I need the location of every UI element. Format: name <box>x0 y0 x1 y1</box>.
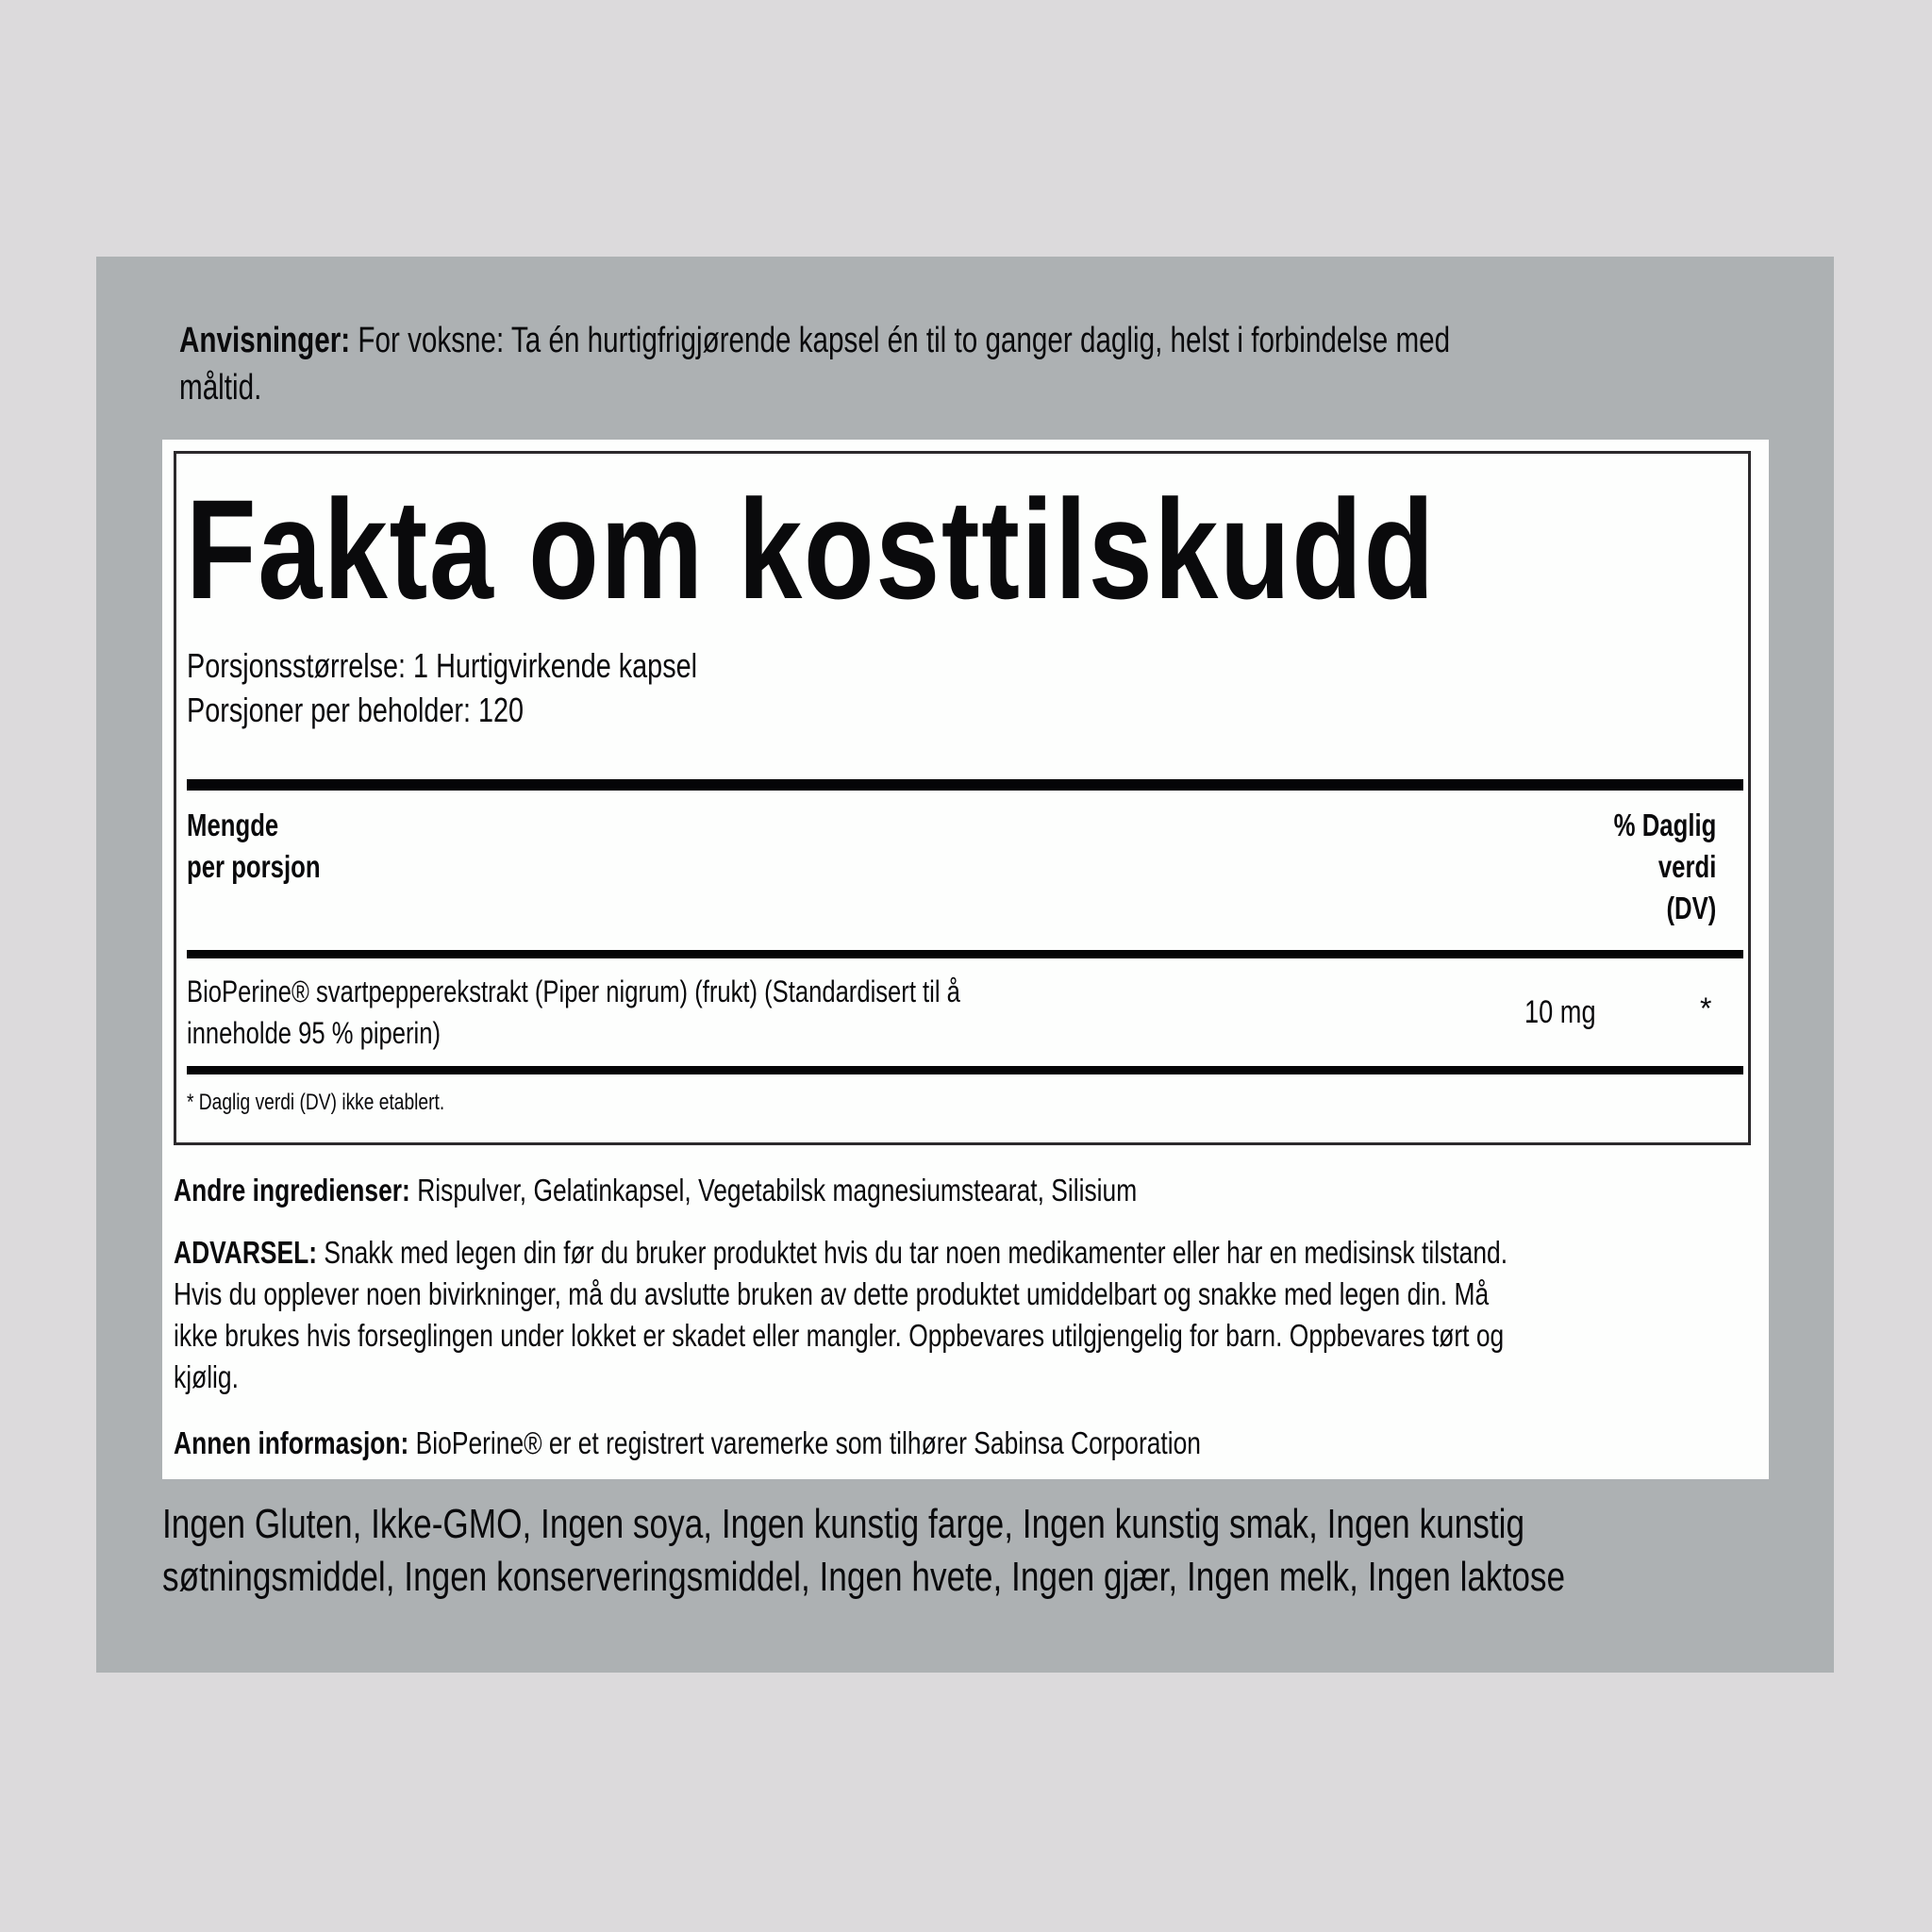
ingredient-amount: 10 mg <box>1524 994 1596 1030</box>
ingredient-divider <box>187 1066 1743 1074</box>
directions-section <box>179 317 1808 411</box>
supplement-info-panel <box>162 440 1769 1479</box>
header-right-line-2: verdi <box>1657 849 1716 884</box>
other-info-label: Annen informasjon: <box>174 1425 409 1460</box>
ingredient-name-line-1: BioPerine® svartpepperekstrakt (Piper nigrum) (frukt) (Standardisert til å <box>187 974 960 1008</box>
warning-line-4: kjølig. <box>174 1359 239 1394</box>
other-info-text: BioPerine® er et registrert varemerke som tilhører Sabinsa Corporation <box>415 1425 1201 1460</box>
header-right-line-1: % Daglig <box>1613 808 1716 842</box>
claims-line-2: søtningsmiddel, Ingen konserveringsmiddel, Ingen hvete, Ingen gjær, Ingen melk, Ingen laktose <box>162 1554 1566 1600</box>
directions-line-1 <box>179 317 1450 364</box>
free-from-claims <box>162 1498 1916 1604</box>
ingredient-name-line-2: inneholde 95 % piperin) <box>187 1016 441 1050</box>
serving-size: Porsjonsstørrelse: 1 Hurtigvirkende kapsel <box>187 646 698 685</box>
directions-text: For voksne: Ta én hurtigfrigjørende kapsel én til to ganger daglig, helst i forbindelse med <box>358 321 1451 360</box>
other-ingredients-text: Rispulver, Gelatinkapsel, Vegetabilsk magnesiumstearat, Silisium <box>417 1173 1138 1208</box>
warning-line-3: ikke brukes hvis forseglingen under lokket er skadet eller mangler. Oppbevares utilgjengelig for barn. Oppbevares tørt og <box>174 1318 1505 1353</box>
warning-section <box>174 1232 1507 1398</box>
directions-line-2: måltid. <box>179 368 262 408</box>
other-ingredients <box>174 1170 1137 1211</box>
warning-line-2: Hvis du opplever noen bivirkninger, må du avslutte bruken av dette produktet umiddelbart og snakke med legen din. Må <box>174 1276 1490 1311</box>
other-information <box>174 1423 1201 1464</box>
ingredient-daily-value: * <box>1700 991 1712 1025</box>
warning-label: ADVARSEL: <box>174 1235 318 1270</box>
warning-text-1: Snakk med legen din før du bruker produktet hvis du tar noen medikamenter eller har en medisinsk tilstand. <box>324 1235 1508 1270</box>
claims-line-1: Ingen Gluten, Ikke-GMO, Ingen soya, Ingen kunstig farge, Ingen kunstig smak, Ingen kunstig <box>162 1501 1525 1547</box>
amount-per-serving-header <box>187 805 321 888</box>
facts-title: Fakta om kosttilskudd <box>186 470 1436 628</box>
ingredient-name <box>187 971 960 1054</box>
servings-per-container: Porsjoner per beholder: 120 <box>187 691 525 729</box>
other-ingredients-label: Andre ingredienser: <box>174 1173 410 1208</box>
header-divider <box>187 950 1743 958</box>
warning-line-1 <box>174 1232 1507 1274</box>
dv-footnote: * Daglig verdi (DV) ikke etablert. <box>187 1090 445 1115</box>
header-right-line-3: (DV) <box>1666 891 1716 925</box>
header-left-line-1: Mengde <box>187 808 279 842</box>
thick-divider <box>187 779 1743 791</box>
daily-value-header <box>1613 805 1716 929</box>
directions-label: Anvisninger: <box>179 321 351 360</box>
header-left-line-2: per porsjon <box>187 849 321 884</box>
supplement-facts-box <box>174 451 1751 1145</box>
